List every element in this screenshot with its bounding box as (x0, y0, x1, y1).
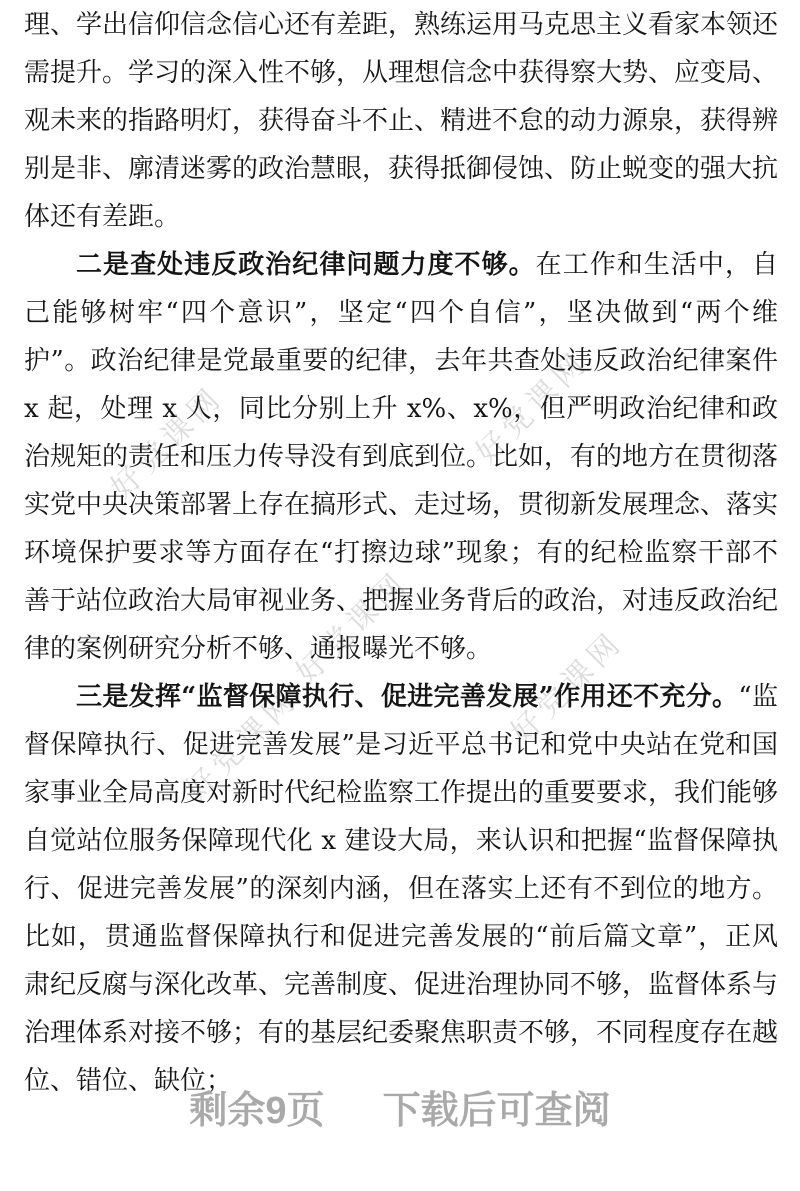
download-hint-text: 下载后可查阅 (382, 1090, 611, 1132)
paragraph (24, 1, 778, 241)
watermark-text: 好党课网 (504, 624, 631, 751)
watermark-text: 好党课网 (289, 564, 416, 691)
document-body (24, 1, 778, 1105)
paragraph-text: 在工作和生活中，自己能够树牢“四个意识”，坚定“四个自信”，坚决做到“两个维护”。政治纪律是党最重要的纪律，去年共查处违反政治纪律案件 x 起，处理 x 人，同比分别上升 x%、x%，但严明政治纪律和政治规矩的责任和压力传导没有到底到位。比如，有的地方在贯彻落实党中央决策部署上存在搞形式、走过场，贯彻新发展理念、落实环境保护要求等方面存在“打擦边球”现象；有的纪检监察干部不善于站位政治大局审视业务、把握业务背后的政治，对违反政治纪律的案例研究分析不够、通报曝光不够。 (24, 250, 779, 664)
watermark-text: 好党课网 (469, 344, 596, 471)
paragraph-text: 理、学出信仰信念信心还有差距，熟练运用马克思主义看家本领还需提升。学习的深入性不够，从理想信念中获得察大势、应变局、观未来的指路明灯，获得奋斗不止、精进不怠的动力源泉，获得辨别是非、廓清迷雾的政治慧眼，获得抵御侵蚀、防止蜕变的强大抗体还有差距。 (24, 10, 779, 232)
paragraph (24, 673, 778, 1105)
paragraph-lead-bold: 三是发挥“监督保障执行、促进完善发展”作用还不充分。 (76, 682, 739, 712)
paragraph-lead-bold: 二是查处违反政治纪律问题力度不够。 (76, 250, 536, 280)
watermark-text: 好党课网 (104, 379, 231, 506)
footer-notice (0, 1080, 800, 1142)
watermark-text: 好党课网 (179, 681, 306, 808)
remaining-pages-text: 剩余9页 (189, 1090, 325, 1132)
paragraph (24, 241, 778, 673)
paragraph-text: “监督保障执行、促进完善发展”是习近平总书记和党中央站在党和国家事业全局高度对新时代纪检监察工作提出的重要要求，我们能够自觉站位服务保障现代化 x 建设大局，来认识和把握“监督保障执行、促进完善发展”的深刻内涵，但在落实上还有不到位的地方。比如，贯通监督保障执行和促进完善发展的“前后篇文章”，正风肃纪反腐与深化改革、完善制度、促进治理协同不够，监督体系与治理体系对接不够；有的基层纪委聚焦职责不够，不同程度存在越位、错位、缺位； (24, 682, 779, 1096)
